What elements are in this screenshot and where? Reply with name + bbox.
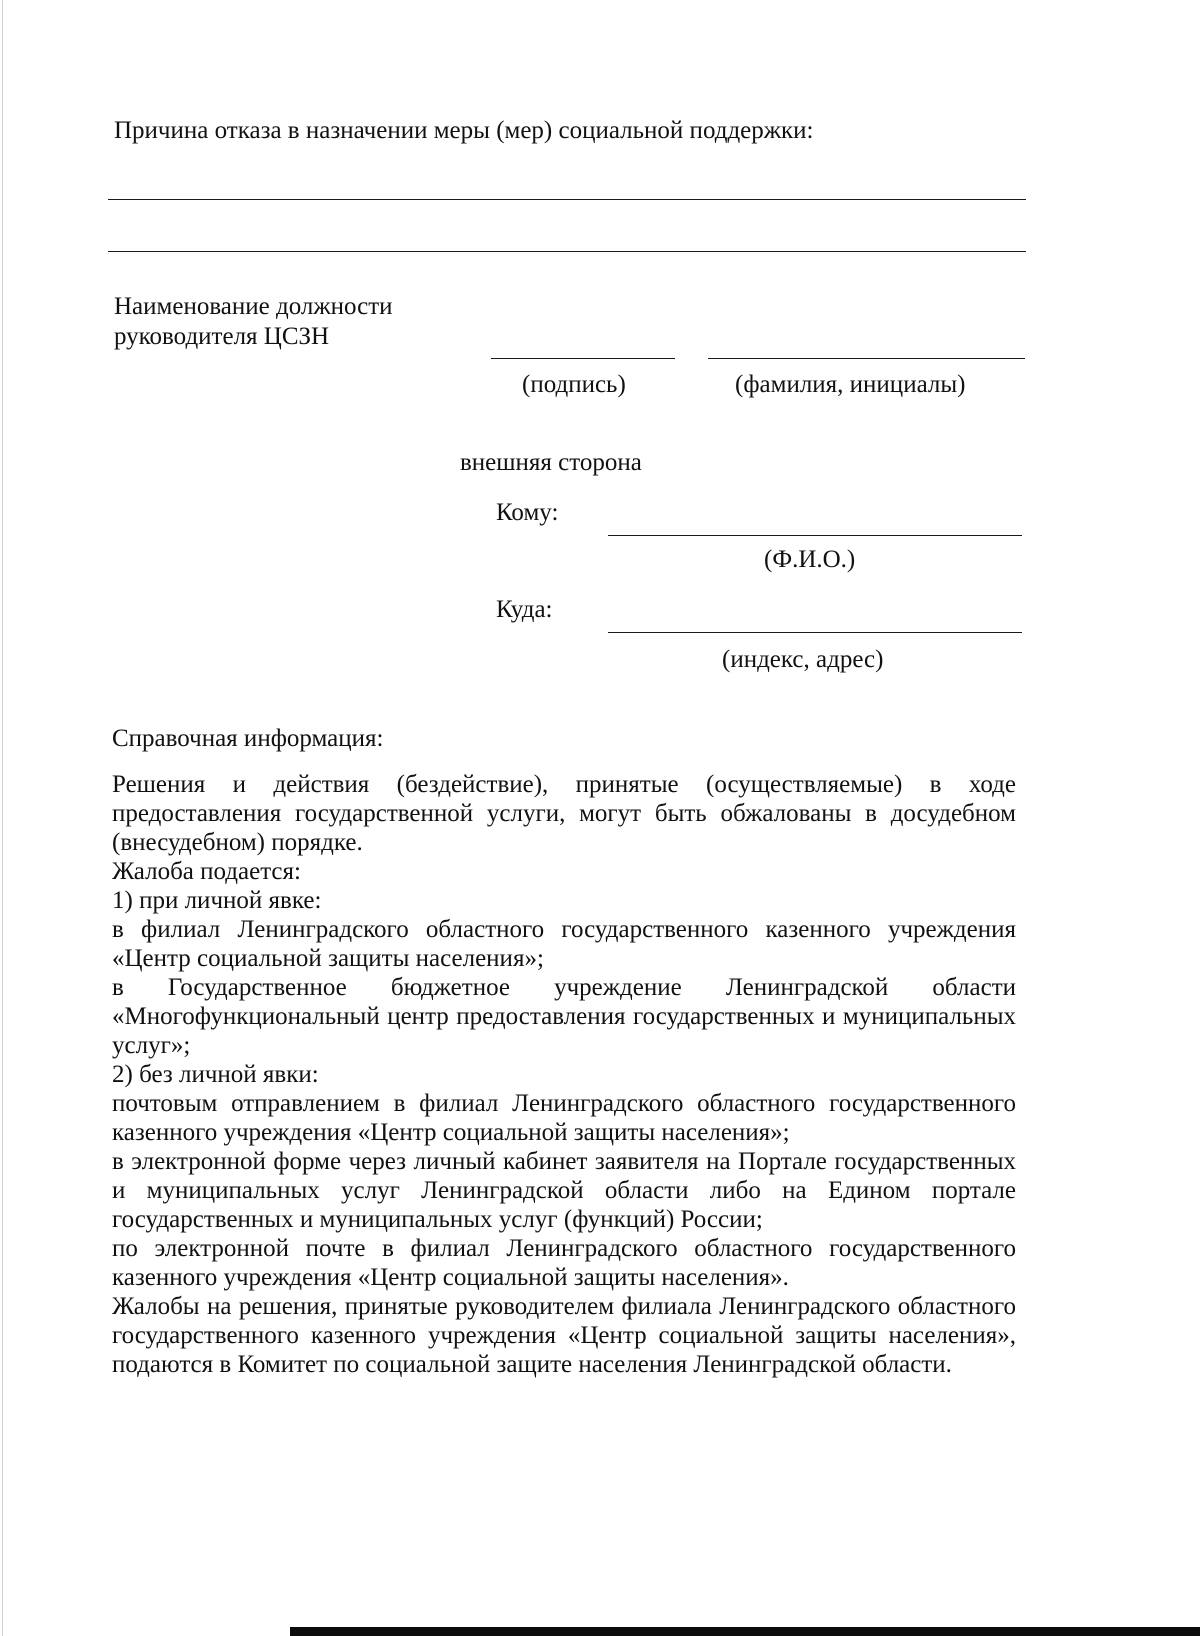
reference-paragraph-in-person: 1) при личной явке: bbox=[112, 887, 322, 914]
scan-bottom-edge bbox=[290, 1627, 1200, 1636]
reference-paragraph-appeal: Решения и действия (бездействие), принятые (осуществляемые) в ходе предоставления государственной услуги, могут быть обжалованы в досудебном (внесудебном) порядке. bbox=[112, 771, 1016, 856]
reference-body bbox=[112, 770, 1016, 1379]
reference-paragraph-remote: 2) без личной явки: bbox=[112, 1061, 319, 1088]
reference-paragraph-committee: Жалобы на решения, принятые руководителем филиала Ленинградского областного государственного казенного учреждения «Центр социальной защиты населения», подаются в Комитет по социальной защите населения Ленинградской области. bbox=[112, 1293, 1016, 1378]
name-caption: (фамилия, инициалы) bbox=[735, 371, 966, 398]
to-caption: (Ф.И.О.) bbox=[764, 546, 856, 573]
name-line bbox=[708, 358, 1025, 359]
reference-paragraph-portal: в электронной форме через личный кабинет заявителя на Портале государственных и муниципальных услуг Ленинградской области либо на Едином портале государственных и муниципальных услуг (функций) России; bbox=[112, 1148, 1016, 1233]
reference-paragraph-post: почтовым отправлением в филиал Ленинградского областного государственного казенного учреждения «Центр социальной защиты населения»; bbox=[112, 1090, 1016, 1146]
signature-caption: (подпись) bbox=[522, 371, 626, 398]
reference-paragraph-mfc: в Государственное бюджетное учреждение Ленинградской области «Многофункциональный центр предоставления государственных и муниципальных услуг»; bbox=[112, 974, 1016, 1059]
refusal-line-1 bbox=[108, 199, 1026, 200]
reference-paragraph-email: по электронной почте в филиал Ленинградского областного государственного казенного учреждения «Центр социальной защиты населения». bbox=[112, 1235, 1016, 1291]
envelope-heading: внешняя сторона bbox=[460, 449, 642, 476]
reference-paragraph-complaint: Жалоба подается: bbox=[112, 858, 301, 885]
position-title-line2: руководителя ЦСЗН bbox=[114, 323, 330, 350]
refusal-heading: Причина отказа в назначении меры (мер) социальной поддержки: bbox=[114, 117, 814, 144]
to-line bbox=[608, 535, 1022, 536]
refusal-line-2 bbox=[108, 251, 1026, 252]
to-label: Кому: bbox=[496, 499, 559, 526]
signature-line bbox=[491, 358, 675, 359]
reference-paragraph-branch: в филиал Ленинградского областного государственного казенного учреждения «Центр социальной защиты населения»; bbox=[112, 916, 1016, 972]
scan-edge bbox=[2, 0, 3, 1636]
where-caption: (индекс, адрес) bbox=[722, 646, 884, 673]
where-line bbox=[608, 632, 1022, 633]
position-title-line1: Наименование должности bbox=[114, 293, 393, 320]
reference-heading: Справочная информация: bbox=[112, 725, 384, 752]
where-label: Куда: bbox=[496, 596, 553, 623]
